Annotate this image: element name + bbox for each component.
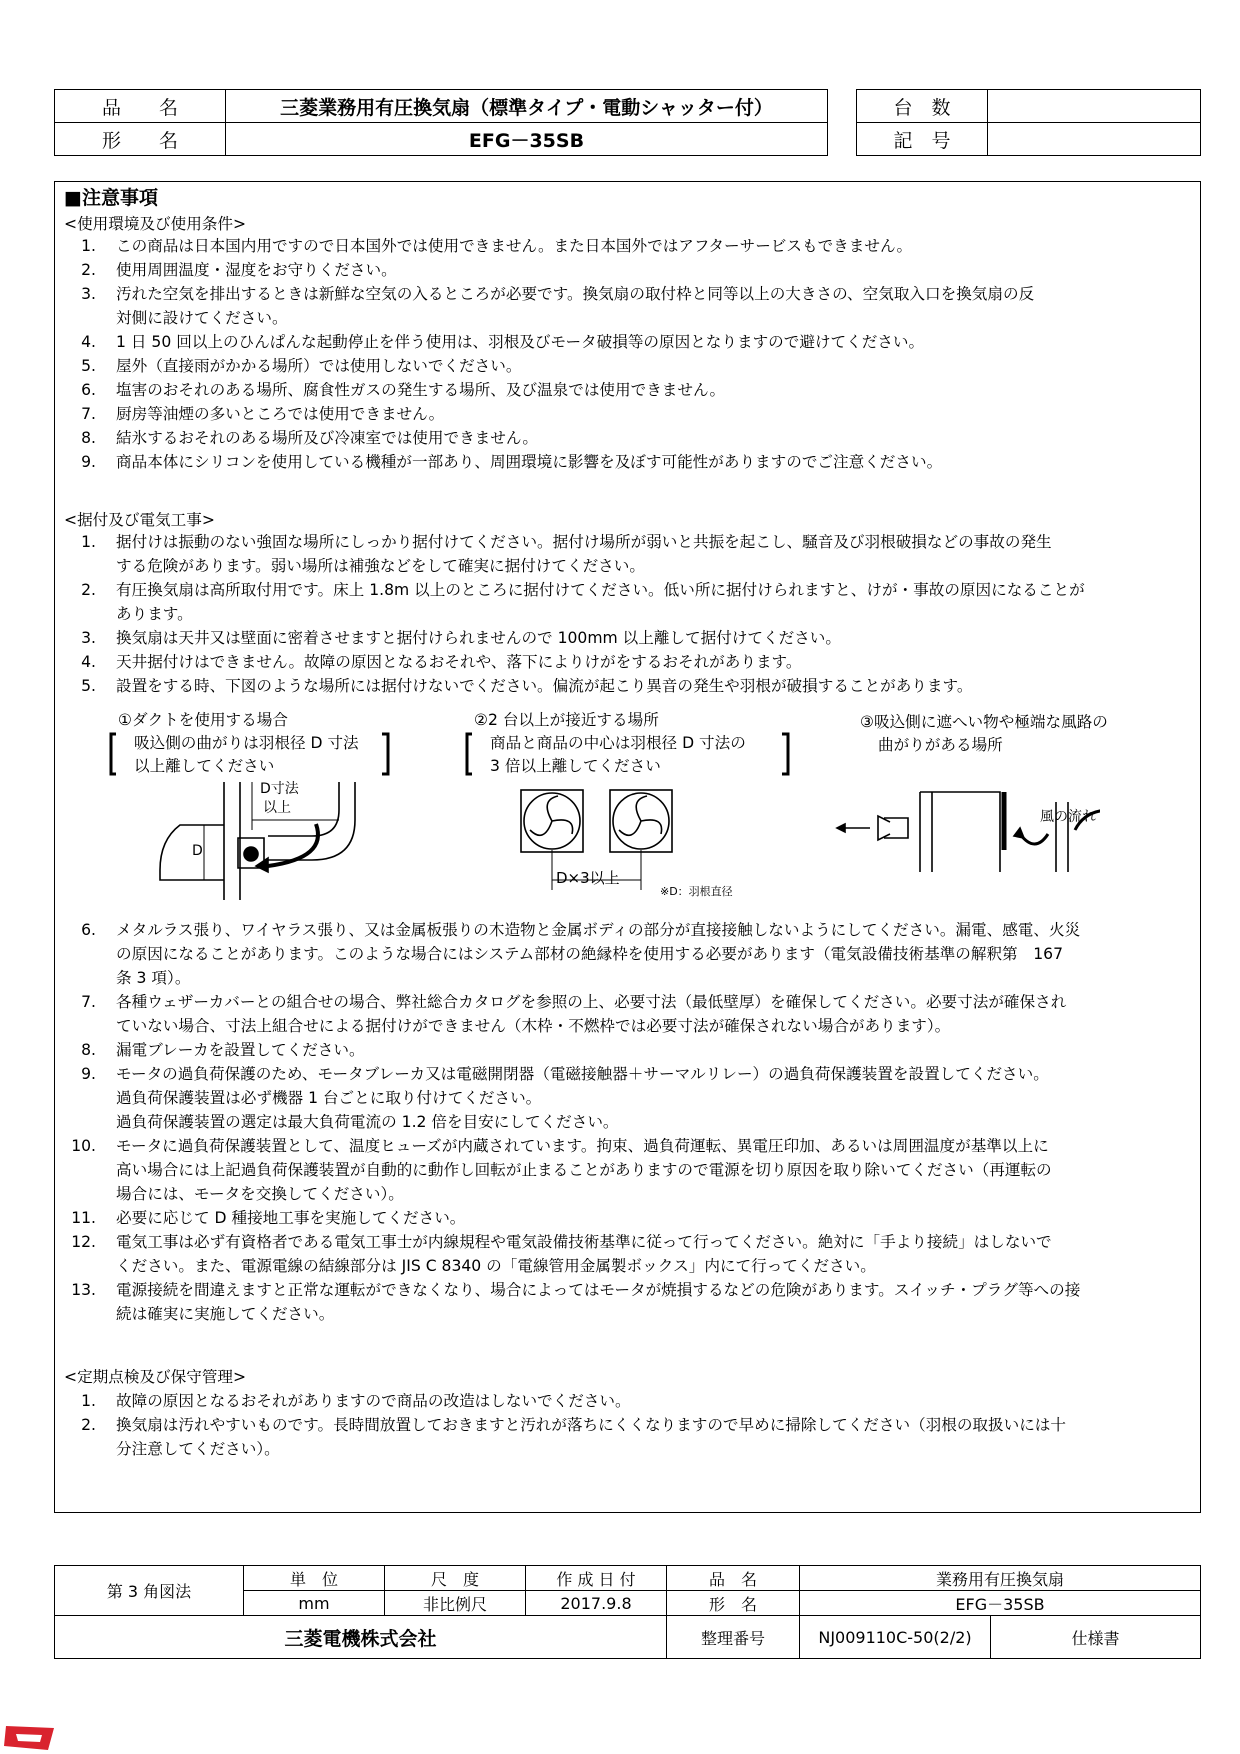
- diagram3-title-line2: 曲がりがある場所: [878, 736, 1003, 754]
- diagram1-note-line1: 吸込側の曲がりは羽根径 D 寸法: [134, 734, 359, 752]
- diagram1-duct-drawing: [160, 782, 355, 900]
- note-item-number: 5.: [81, 677, 96, 695]
- note-item-text: 有圧換気扇は高所取付用です。床上 1.8m 以上のところに据付けてください。低い所に据付けられますと、けが・事故の原因になることが: [116, 581, 1085, 599]
- mark-label: 記 号: [857, 123, 988, 156]
- note-item-number: 3.: [81, 629, 96, 647]
- note-item-text: 続は確実に実施してください。: [116, 1305, 335, 1323]
- note-item-text: メタルラス張り、ワイヤラス張り、又は金属板張りの木造物と金属ボディの部分が直接接触しないようにしてください。漏電、感電、火災: [116, 921, 1081, 939]
- note-item-text: ていない場合、寸法上組合せによる据付けができません（木枠・不燃枠では必要寸法が確保されない場合があります）。: [116, 1017, 951, 1035]
- company-name: 三菱電機株式会社: [55, 1616, 667, 1659]
- note-item-number: 1.: [81, 1392, 96, 1410]
- diagram2-dim-label: D×3以上: [556, 869, 620, 887]
- diagram1-bracket-right: [382, 734, 388, 774]
- note-item-number: 8.: [81, 1041, 96, 1059]
- note-item-number: 7.: [81, 405, 96, 423]
- note-item-text: 天井据付けはできません。故障の原因となるおそれや、落下によりけがをするおそれがあります。: [116, 653, 802, 671]
- note-item-text: 厨房等油煙の多いところでは使用できません。: [116, 405, 445, 423]
- note-item-text: 設置をする時、下図のような場所には据付けないでください。偏流が起こり異音の発生や羽根が破損することがあります。: [116, 677, 973, 695]
- footer-name-label: 品 名: [667, 1566, 800, 1591]
- document-type: 仕様書: [991, 1616, 1201, 1659]
- note-item-text: 商品本体にシリコンを使用している機種が一部あり、周囲環境に影響を及ぼす可能性がありますのでご注意ください。: [116, 453, 943, 471]
- note-item-number: 2.: [81, 261, 96, 279]
- notes-title: ■注意事項: [64, 187, 158, 209]
- note-item-number: 4.: [81, 333, 96, 351]
- reference-label: 整理番号: [667, 1616, 800, 1659]
- diagram-drawings: [100, 730, 1100, 900]
- note-item-text: 結氷するおそれのある場所及び冷凍室では使用できません。: [116, 429, 538, 447]
- model-label: 形 名: [55, 123, 226, 156]
- note-item-number: 13.: [71, 1281, 96, 1299]
- note-item-text: 1 日 50 回以上のひんぱんな起動停止を伴う使用は、羽根及びモータ破損等の原因となりますので避けてください。: [116, 333, 925, 351]
- projection-method: 第 3 角図法: [55, 1566, 244, 1616]
- note-item-text: 使用周囲温度・湿度をお守りください。: [116, 261, 397, 279]
- diagram3-wind-label: 風の流れ: [1040, 809, 1096, 825]
- note-item-number: 1.: [81, 237, 96, 255]
- note-item-text: 場合には、モータを交換してください）。: [116, 1185, 404, 1203]
- section-heading-maintenance: <定期点検及び保守管理>: [64, 1368, 247, 1386]
- note-item-text: 塩害のおそれのある場所、腐食性ガスの発生する場所、及び温泉では使用できません。: [116, 381, 726, 399]
- note-item-number: 3.: [81, 285, 96, 303]
- note-item-number: 11.: [71, 1209, 96, 1227]
- quantity-label: 台 数: [857, 90, 988, 123]
- unit-label: 単 位: [244, 1566, 385, 1591]
- footer-name-value: 業務用有圧換気扇: [800, 1566, 1201, 1591]
- diagram3-obstruction-drawing: [837, 792, 1100, 872]
- note-item-number: 6.: [81, 921, 96, 939]
- note-item-number: 5.: [81, 357, 96, 375]
- note-item-number: 9.: [81, 1065, 96, 1083]
- header-table-left: [54, 89, 828, 156]
- note-item-text: 分注意してください）。: [116, 1440, 280, 1458]
- note-item-text: 必要に応じて D 種接地工事を実施してください。: [116, 1209, 466, 1227]
- logo-mark-icon: [2, 1722, 58, 1752]
- note-item-text: 対側に設けてください。: [116, 309, 288, 327]
- diagram2-caption: ※D：羽根直径: [660, 885, 733, 898]
- diagram2-note-line1: 商品と商品の中心は羽根径 D 寸法の: [490, 734, 746, 752]
- diagram2-bracket-right: [782, 734, 788, 774]
- model-value: EFG－35SB: [226, 123, 828, 156]
- diagram1-dim-label2: 以上: [263, 800, 291, 816]
- note-item-text: 過負荷保護装置は必ず機器 1 台ごとに取り付けてください。: [116, 1089, 542, 1107]
- title-block: [54, 1565, 1201, 1659]
- footer-model-label: 形 名: [667, 1591, 800, 1616]
- note-item-text: 汚れた空気を排出するときは新鮮な空気の入るところが必要です。換気扇の取付枠と同等以上の大きさの、空気取入口を換気扇の反: [116, 285, 1035, 303]
- note-item-text: モータに過負荷保護装置として、温度ヒューズが内蔵されています。拘束、過負荷運転、異電圧印加、あるいは周囲温度が基準以上に: [116, 1137, 1049, 1155]
- scale-label: 尺 度: [385, 1566, 526, 1591]
- note-item-text: 換気扇は汚れやすいものです。長時間放置しておきますと汚れが落ちにくくなりますので早めに掃除してください（羽根の取扱いには十: [116, 1416, 1066, 1434]
- section-heading-installation: <据付及び電気工事>: [64, 511, 215, 529]
- diagram3-title-line1: ③吸込側に遮へい物や極端な風路の: [860, 713, 1108, 731]
- diagram1-d-label: D: [192, 843, 203, 859]
- note-item-number: 9.: [81, 453, 96, 471]
- diagram1-title: ①ダクトを使用する場合: [118, 711, 288, 729]
- date-label: 作 成 日 付: [526, 1566, 667, 1591]
- scale-value: 非比例尺: [385, 1591, 526, 1616]
- note-item-text: 各種ウェザーカバーとの組合せの場合、弊社総合カタログを参照の上、必要寸法（最低壁厚）を確保してください。必要寸法が確保され: [116, 993, 1067, 1011]
- diagram2-bracket-left: [467, 734, 472, 774]
- reference-value: NJ009110C-50(2/2): [800, 1616, 991, 1659]
- note-item-text: する危険があります。弱い場所は補強などをして確実に据付けてください。: [116, 557, 645, 575]
- note-item-text: 屋外（直接雨がかかる場所）では使用しないでください。: [116, 357, 522, 375]
- quantity-value: [988, 90, 1201, 123]
- note-item-number: 2.: [81, 1416, 96, 1434]
- unit-value: mm: [244, 1591, 385, 1616]
- note-item-text: 電源接続を間違えますと正常な運転ができなくなり、場合によってはモータが焼損するなどの危険があります。スイッチ・プラグ等への接: [116, 1281, 1081, 1299]
- header-table-right: [856, 89, 1201, 156]
- note-item-text: 過負荷保護装置の選定は最大負荷電流の 1.2 倍を目安にしてください。: [116, 1113, 619, 1131]
- note-item-number: 2.: [81, 581, 96, 599]
- note-item-text: この商品は日本国内用ですので日本国外では使用できません。また日本国外ではアフターサービスもできません。: [116, 237, 913, 255]
- diagram1-note-line2: 以上離してください: [134, 757, 275, 775]
- note-item-text: 漏電ブレーカを設置してください。: [116, 1041, 365, 1059]
- diagram1-dim-label: D寸法: [260, 781, 299, 797]
- section-heading-usage: <使用環境及び使用条件>: [64, 215, 247, 233]
- diagram2-note-line2: 3 倍以上離してください: [490, 757, 661, 775]
- note-item-number: 4.: [81, 653, 96, 671]
- product-name-value: 三菱業務用有圧換気扇（標準タイプ・電動シャッター付）: [226, 90, 828, 123]
- note-item-number: 1.: [81, 533, 96, 551]
- note-item-text: 条 3 項）。: [116, 969, 191, 987]
- note-item-number: 12.: [71, 1233, 96, 1251]
- footer-model-value: EFG－35SB: [800, 1591, 1201, 1616]
- note-item-text: の原因になることがあります。このような場合にはシステム部材の絶縁枠を使用する必要があります（電気設備技術基準の解釈第 167: [116, 945, 1063, 963]
- date-value: 2017.9.8: [526, 1591, 667, 1616]
- note-item-number: 7.: [81, 993, 96, 1011]
- note-item-number: 8.: [81, 429, 96, 447]
- product-name-label: 品 名: [55, 90, 226, 123]
- note-item-number: 10.: [71, 1137, 96, 1155]
- note-item-text: 換気扇は天井又は壁面に密着させますと据付けられませんので 100mm 以上離して据付けてください。: [116, 629, 841, 647]
- note-item-text: モータの過負荷保護のため、モータブレーカ又は電磁開閉器（電磁接触器＋サーマルリレー）の過負荷保護装置を設置してください。: [116, 1065, 1049, 1083]
- diagram2-fans-drawing: [521, 790, 672, 890]
- note-item-text: あります。: [116, 605, 193, 623]
- diagram2-title: ②2 台以上が接近する場所: [474, 711, 659, 729]
- note-item-text: 高い場合には上記過負荷保護装置が自動的に動作し回転が止まることがありますので電源を切り原因を取り除いてください（再運転の: [116, 1161, 1052, 1179]
- note-item-text: 故障の原因となるおそれがありますので商品の改造はしないでください。: [116, 1392, 631, 1410]
- note-item-number: 6.: [81, 381, 96, 399]
- note-item-text: 据付けは振動のない強固な場所にしっかり据付けてください。据付け場所が弱いと共振を起こし、騒音及び羽根破損などの事故の発生: [116, 533, 1052, 551]
- note-item-text: 電気工事は必ず有資格者である電気工事士が内線規程や電気設備技術基準に従って行ってください。絶対に「手より接続」はしないで: [116, 1233, 1052, 1251]
- diagram1-bracket-left: [111, 734, 116, 774]
- note-item-text: ください。また、電源電線の結線部分は JIS C 8340 の「電線管用金属製ボックス」内にて行ってください。: [116, 1257, 876, 1275]
- mark-value: [988, 123, 1201, 156]
